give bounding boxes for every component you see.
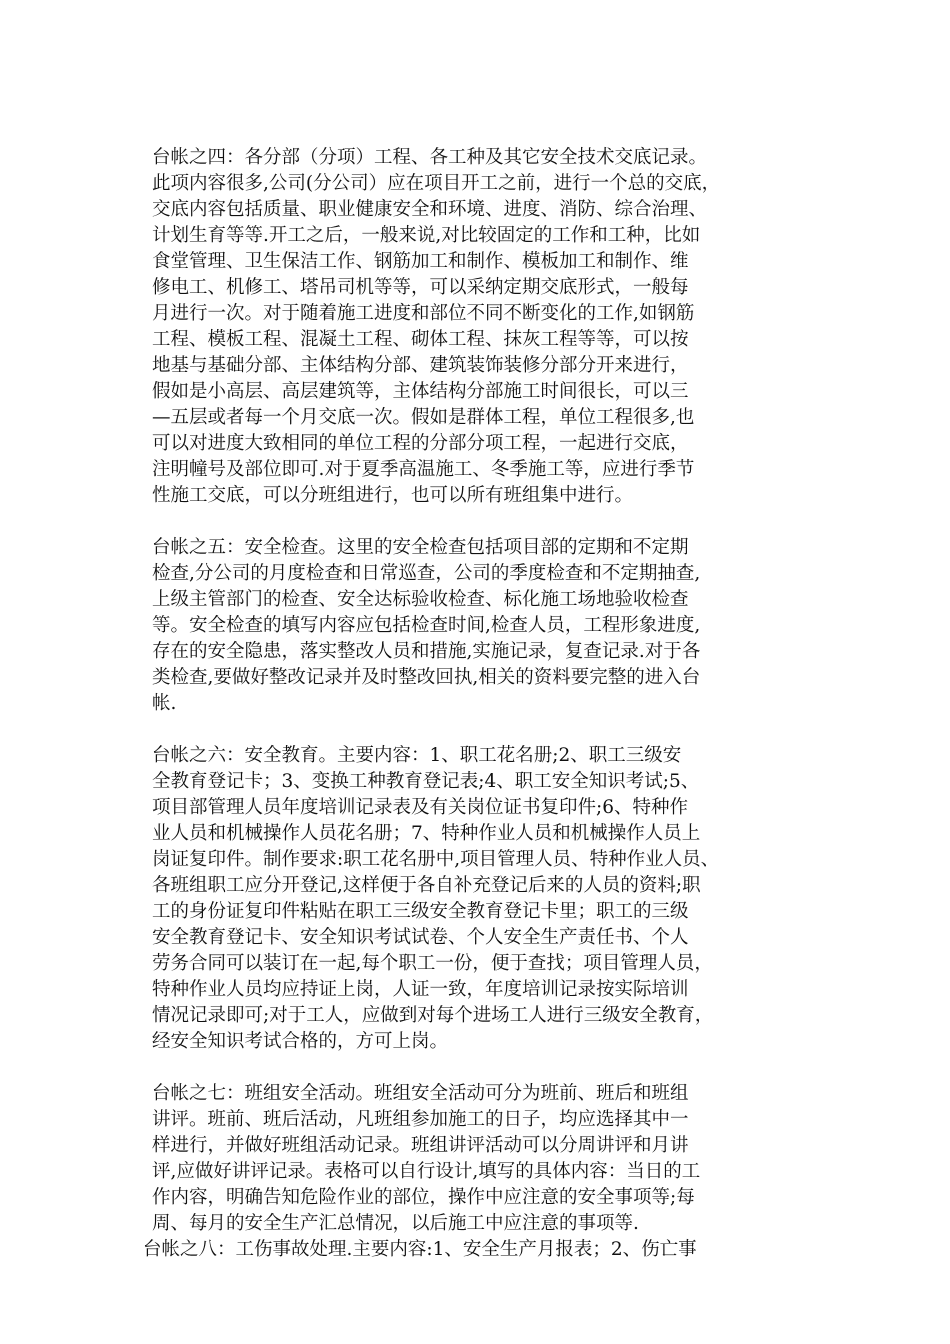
text-line: 台帐之八：工伤事故处理.主要内容:1、安全生产月报表；2、伤亡事 xyxy=(143,1239,697,1260)
paragraph-ledger-5 xyxy=(143,535,823,717)
text-line: 项目部管理人员年度培训记录表及有关岗位证书复印件;6、特种作 xyxy=(152,797,689,818)
text-line: 台帐之六：安全教育。主要内容：1、职工花名册;2、职工三级安 xyxy=(152,745,682,766)
text-line: 情况记录即可;对于工人，应做到对每个进场工人进行三级安全教育， xyxy=(152,1005,714,1026)
text-line: 此项内容很多,公司(分公司）应在项目开工之前，进行一个总的交底， xyxy=(152,173,721,194)
text-line: 等。安全检查的填写内容应包括检查时间,检查人员，工程形象进度, xyxy=(152,615,701,636)
document-page xyxy=(143,145,823,1263)
text-line: —五层或者每一个月交底一次。假如是群体工程，单位工程很多,也 xyxy=(152,407,695,428)
text-line: 各班组职工应分开登记,这样便于各自补充登记后来的人员的资料;职 xyxy=(152,875,701,896)
text-line: 存在的安全隐患，落实整改人员和措施,实施记录，复查记录.对于各 xyxy=(152,641,701,662)
paragraph-ledger-8 xyxy=(143,1237,823,1263)
paragraph-ledger-7 xyxy=(143,1081,823,1237)
text-line: 计划生育等等.开工之后，一般来说,对比较固定的工作和工种，比如 xyxy=(152,225,701,246)
text-line: 上级主管部门的检查、安全达标验收检查、标化施工场地验收检查 xyxy=(152,589,689,610)
text-line: 食堂管理、卫生保洁工作、钢筋加工和制作、模板加工和制作、维 xyxy=(152,251,689,272)
text-line: 可以对进度大致相同的单位工程的分部分项工程，一起进行交底， xyxy=(152,433,689,454)
text-line: 讲评。班前、班后活动，凡班组参加施工的日子，均应选择其中一 xyxy=(152,1109,689,1130)
text-line: 地基与基础分部、主体结构分部、建筑装饰装修分部分开来进行， xyxy=(152,355,689,376)
text-line: 安全教育登记卡、安全知识考试试卷、个人安全生产责任书、个人 xyxy=(152,927,689,948)
text-line: 全教育登记卡；3、变换工种教育登记表;4、职工安全知识考试;5、 xyxy=(152,771,700,792)
text-line: 经安全知识考试合格的，方可上岗。 xyxy=(152,1031,449,1052)
text-line: 交底内容包括质量、职业健康安全和环境、进度、消防、综合治理、 xyxy=(152,199,708,220)
text-line: 台帐之七：班组安全活动。班组安全活动可分为班前、班后和班组 xyxy=(152,1083,689,1104)
text-line: 特种作业人员均应持证上岗，人证一致，年度培训记录按实际培训 xyxy=(152,979,689,1000)
text-line: 修电工、机修工、塔吊司机等等，可以采纳定期交底形式，一般每 xyxy=(152,277,689,298)
paragraph-ledger-4 xyxy=(143,145,823,509)
text-line: 帐. xyxy=(152,693,177,714)
text-line: 假如是小高层、高层建筑等，主体结构分部施工时间很长，可以三 xyxy=(152,381,689,402)
text-line: 样进行，并做好班组活动记录。班组讲评活动可以分周讲评和月讲 xyxy=(152,1135,689,1156)
text-line: 月进行一次。对于随着施工进度和部位不同不断变化的工作,如钢筋 xyxy=(152,303,695,324)
text-line: 台帐之四：各分部（分项）工程、各工种及其它安全技术交底记录。 xyxy=(152,147,708,168)
text-line: 作内容，明确告知危险作业的部位，操作中应注意的安全事项等;每 xyxy=(152,1187,695,1208)
text-line: 工的身份证复印件粘贴在职工三级安全教育登记卡里；职工的三级 xyxy=(152,901,689,922)
text-line: 性施工交底，可以分班组进行，也可以所有班组集中进行。 xyxy=(152,485,634,506)
text-line: 劳务合同可以装订在一起,每个职工一份，便于查找；项目管理人员， xyxy=(152,953,713,974)
paragraph-ledger-6 xyxy=(143,743,823,1055)
text-line: 工程、模板工程、混凝土工程、砌体工程、抹灰工程等等，可以按 xyxy=(152,329,689,350)
text-line: 岗证复印件。制作要求:职工花名册中,项目管理人员、特种作业人员、 xyxy=(152,849,720,870)
text-line: 业人员和机械操作人员花名册；7、特种作业人员和机械操作人员上 xyxy=(152,823,701,844)
text-line: 类检查,要做好整改记录并及时整改回执,相关的资料要完整的进入台 xyxy=(152,667,701,688)
text-line: 周、每月的安全生产汇总情况，以后施工中应注意的事项等. xyxy=(152,1213,639,1234)
text-line: 注明幢号及部位即可.对于夏季高温施工、冬季施工等，应进行季节 xyxy=(152,459,695,480)
text-line: 评,应做好讲评记录。表格可以自行设计,填写的具体内容：当日的工 xyxy=(152,1161,701,1182)
text-line: 检查,分公司的月度检查和日常巡查，公司的季度检查和不定期抽查, xyxy=(152,563,701,584)
text-line: 台帐之五：安全检查。这里的安全检查包括项目部的定期和不定期 xyxy=(152,537,689,558)
